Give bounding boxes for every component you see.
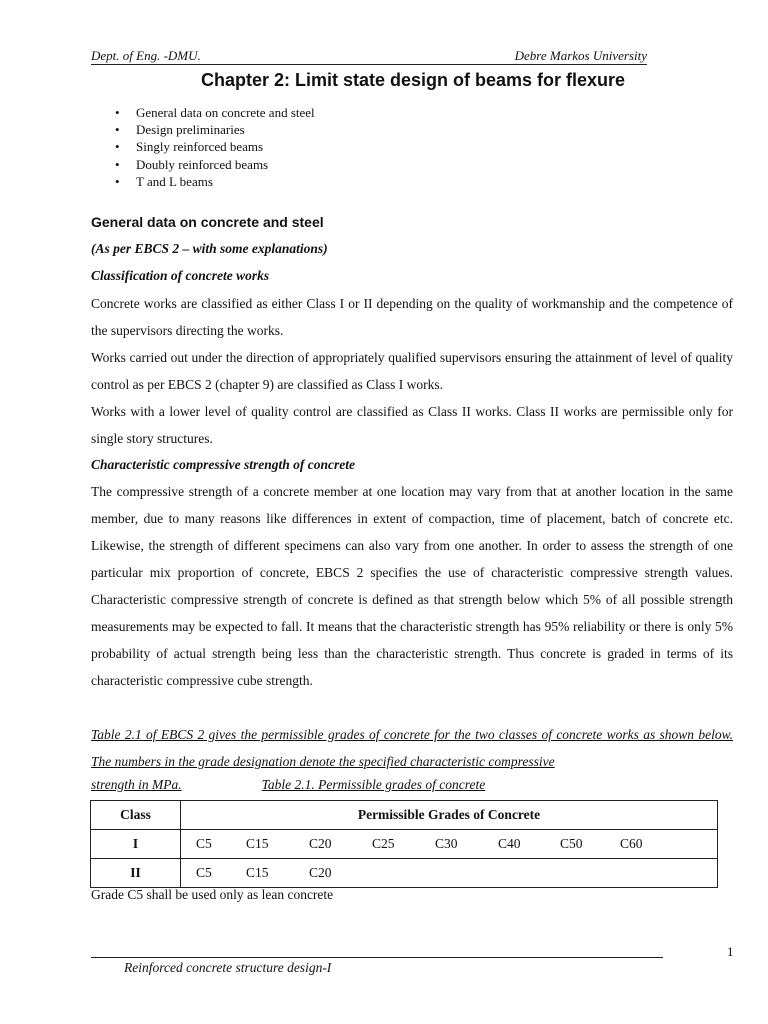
ebcs-subheading: (As per EBCS 2 – with some explanations) [91, 241, 328, 256]
grade-value: C15 [246, 865, 269, 880]
list-item: • Design preliminaries [115, 121, 315, 138]
grade-value: C5 [196, 865, 212, 880]
grade-value: C60 [620, 836, 643, 851]
grade-value: C40 [498, 836, 521, 851]
table-row [91, 830, 718, 859]
grades-cell [181, 859, 718, 888]
class-column-header: Class [91, 801, 181, 830]
class-cell: II [91, 859, 181, 888]
grade-value: C30 [435, 836, 458, 851]
table-intro-end: strength in MPa. [91, 777, 182, 792]
list-item: • T and L beams [115, 173, 315, 190]
table-row [91, 859, 718, 888]
paragraph-class-definition: Concrete works are classified as either Class I or II depending on the quality of workmanship and the competence of the supervisors directing the works. [91, 296, 733, 338]
grades-cell [181, 830, 718, 859]
grades-column-header: Permissible Grades of Concrete [181, 801, 718, 830]
grade-value: C50 [560, 836, 583, 851]
chapter-title: Chapter 2: Limit state design of beams for flexure [200, 70, 626, 90]
footer-course-title: Reinforced concrete structure design-I [124, 960, 332, 975]
table-caption: Table 2.1. Permissible grades of concrete [261, 777, 486, 792]
paragraph-class-ii: Works with a lower level of quality control are classified as Class II works. Class II works are permissible only for single story structures. [91, 404, 733, 446]
classification-subheading: Classification of concrete works [91, 268, 270, 283]
section-heading: General data on concrete and steel [91, 214, 324, 230]
list-item: • Singly reinforced beams [115, 138, 315, 155]
paragraph-class-i: Works carried out under the direction of appropriately qualified supervisors ensuring the attainment of level of quality control as per EBCS 2 (chapter 9) are classified as Class I works. [91, 350, 733, 392]
header-department: Dept. of Eng. -DMU. [91, 48, 201, 63]
paragraph-table-intro: Table 2.1 of EBCS 2 gives the permissible grades of concrete for the two classes of concrete works as shown below. The numbers in the grade designation denote the specified characteristic compressive [91, 727, 733, 769]
strength-subheading: Characteristic compressive strength of concrete [91, 457, 355, 472]
grade-value: C25 [372, 836, 395, 851]
table-header-row [91, 801, 718, 830]
chapter-contents-list [115, 104, 315, 190]
paragraph-characteristic-strength: The compressive strength of a concrete member at one location may vary from that at another location in the same member, due to many reasons like differences in extent of compaction, time of placement, batch of concrete etc. Likewise, the strength of different specimens can also vary from one another. In order to assess the strength of one particular mix proportion of concrete, EBCS 2 specifies the use of characteristic compressive strength values. Characteristic compressive strength of concrete is defined as that strength below which 5% of all possible strength measurements may be expected to fall. It means that the characteristic strength has 95% reliability or there is only 5% probability of actual strength being less than the characteristic strength. Thus concrete is graded in terms of its characteristic compressive cube strength. [91, 484, 733, 688]
table-caption-line [91, 775, 733, 795]
header-university: Debre Markos University [514, 48, 647, 63]
list-item: • General data on concrete and steel [115, 104, 315, 121]
page-header [91, 48, 647, 65]
page-number: 1 [727, 944, 734, 959]
grade-value: C5 [196, 836, 212, 851]
grade-value: C15 [246, 836, 269, 851]
class-cell: I [91, 830, 181, 859]
list-item: • Doubly reinforced beams [115, 156, 315, 173]
grade-value: C20 [309, 836, 332, 851]
footer-rule [91, 957, 663, 958]
grade-value: C20 [309, 865, 332, 880]
lean-concrete-note: Grade C5 shall be used only as lean concrete [91, 887, 334, 902]
concrete-grades-table [90, 800, 718, 888]
